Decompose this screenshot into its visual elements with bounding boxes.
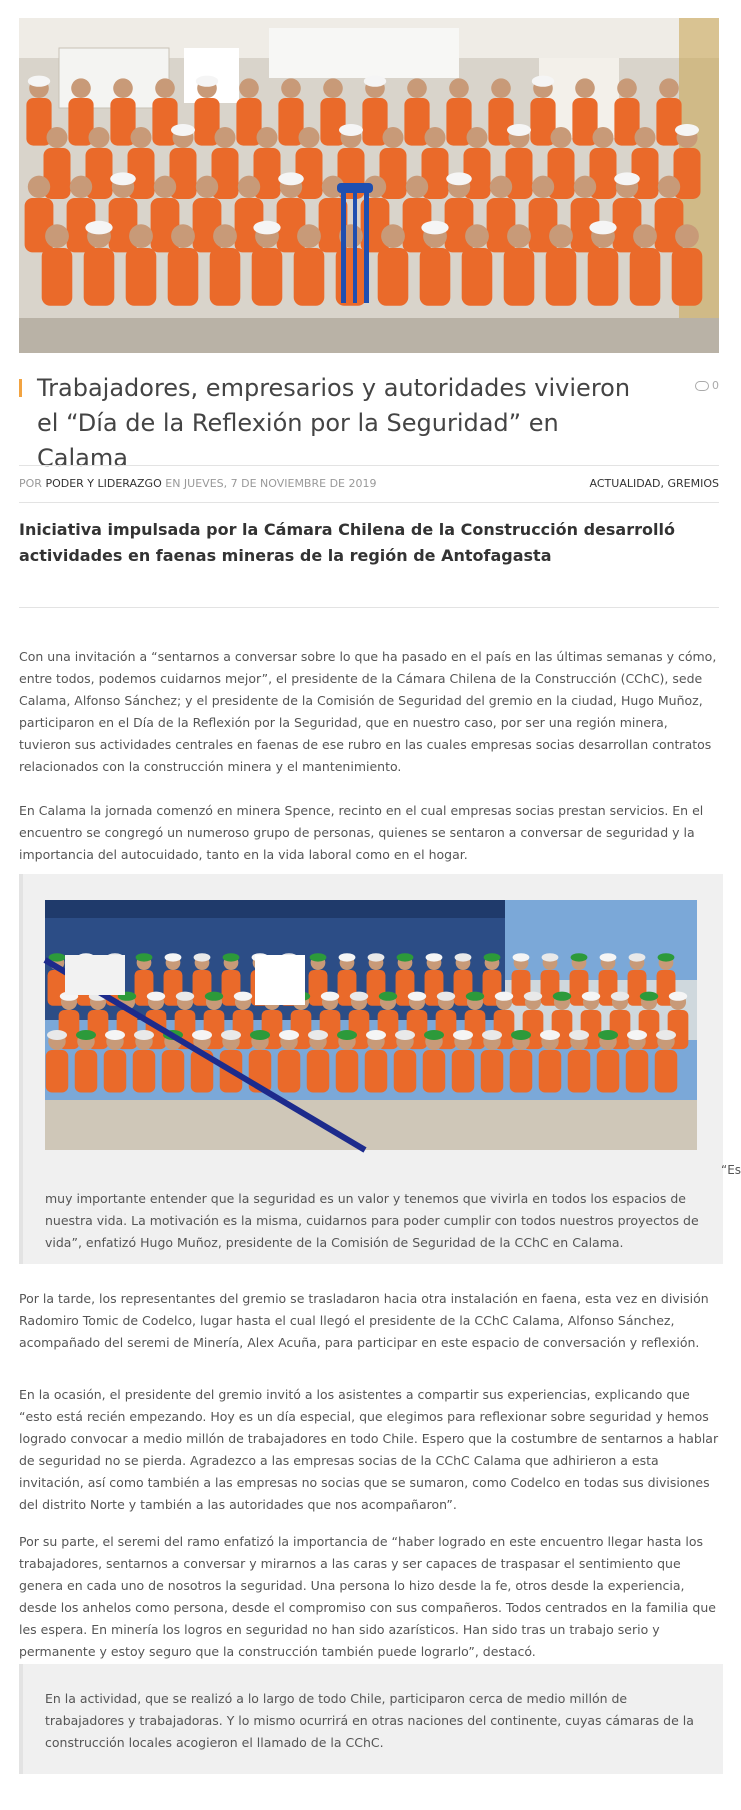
hero-image: [19, 18, 719, 353]
comment-icon: [695, 381, 709, 391]
comment-count: 0: [712, 379, 719, 392]
paragraph-4: En la ocasión, el presidente del gremio invitó a los asistentes a compartir sus experiencias, explicando que “esto está recién empezando. Hoy es un día especial, que elegimos para reflexionar sobre seguridad y hemos logrado convocar a medio millón de trabajadores en todo Chile. Espero que la costumbre de sentarnos a hablar de seguridad no se pierda. Agradezco a las empresas socias de la CChC Calama que adhirieron a esta invitación, así como también a las empresas no socias que se sumaron, como Codelco en todas sus divisiones del distrito Norte y también a las autoridades que nos acompañaron”.: [19, 1387, 719, 1512]
divider: [19, 607, 719, 608]
hero-photo-illustration: [19, 18, 719, 353]
paragraph-2: En Calama la jornada comenzó en minera Spence, recinto en el cual empresas socias prestan servicios. En el encuentro se congregó un numeroso grupo de personas, quienes se sentaron a conversar de seguridad y la importancia del autocuidado, tanto en la vida laboral como en el hogar.: [19, 803, 704, 862]
article-meta: [19, 465, 719, 503]
quote-2-text: En la actividad, que se realizó a lo largo de todo Chile, participaron cerca de medio millón de trabajadores y trabajadoras. Y lo mismo ocurrirá en otras naciones del continente, cuyas cámaras de la construcción locales acogieron el llamado de la CChC.: [45, 1691, 694, 1750]
publish-date: EN JUEVES, 7 DE NOVIEMBRE DE 2019: [165, 477, 377, 490]
article-title: Trabajadores, empresarios y autoridades vivieron el “Día de la Reflexión por la Seguridad” en Calama: [37, 374, 631, 472]
paragraph-3: Por la tarde, los representantes del gremio se trasladaron hacia otra instalación en faena, esta vez en división Radomiro Tomic de Codelco, lugar hasta el cual llegó el presidente de la CChC Calama, Alfonso Sánchez, acompañado del seremi de Minería, Alex Acuña, para participar en este espacio de conversación y reflexión.: [19, 1291, 709, 1350]
paragraph-1: Con una invitación a “sentarnos a conversar sobre lo que ha pasado en el país en las últimas semanas y cómo, entre todos, podemos cuidarnos mejor”, el presidente de la Cámara Chilena de la Construcción (CChC), sede Calama, Alfonso Sánchez; y el presidente de la Comisión de Seguridad del gremio en la ciudad, Hugo Muñoz, participaron en el Día de la Reflexión por la Seguridad, que en nuestro caso, por ser una región minera, tuvieron sus actividades centrales en faenas de ese rubro en las cuales empresas socias desarrollan contratos relacionados con la construcción minera y el mantenimiento.: [19, 649, 717, 774]
quote-image: [45, 900, 697, 1150]
category-links[interactable]: ACTUALIDAD, GREMIOS: [589, 477, 719, 490]
title-accent-bar: [19, 379, 22, 397]
blockquote-2: [19, 1664, 723, 1774]
quote-photo-illustration: [45, 900, 697, 1150]
author-link[interactable]: PODER Y LIDERAZGO: [45, 477, 162, 490]
article-subtitle: Iniciativa impulsada por la Cámara Chilena de la Construcción desarrolló actividades en faenas mineras de la región de Antofagasta: [19, 520, 675, 565]
by-label: POR: [19, 477, 42, 490]
quote-open-text: “Es: [721, 1163, 741, 1177]
title-block: [19, 369, 719, 472]
blockquote-1: [19, 874, 741, 1264]
comments-link[interactable]: [695, 379, 719, 392]
paragraph-5: Por su parte, el seremi del ramo enfatizó la importancia de “haber logrado en este encuentro llegar hasta los trabajadores, sentarnos a conversar y mirarnos a las caras y ser capaces de traspasar el sentimiento que genera en cada uno de nosotros la seguridad. Una persona lo hizo desde la fe, otros desde la experiencia, desde los anhelos como persona, desde el compromiso con sus compañeros. Todos centrados en la familia que les espera. En minería los logros en seguridad no han sido azarísticos. Han sido tras un trabajo serio y permanente y estoy seguro que la construcción también puede lograrlo”, destacó.: [19, 1534, 716, 1659]
quote-text: muy importante entender que la seguridad es un valor y tenemos que vivirla en todos los espacios de nuestra vida. La motivación es la misma, cuidarnos para poder cumplir con todos nuestros proyectos de vida”, enfatizó Hugo Muñoz, presidente de la Comisión de Seguridad de la CChC en Calama.: [45, 1191, 699, 1250]
